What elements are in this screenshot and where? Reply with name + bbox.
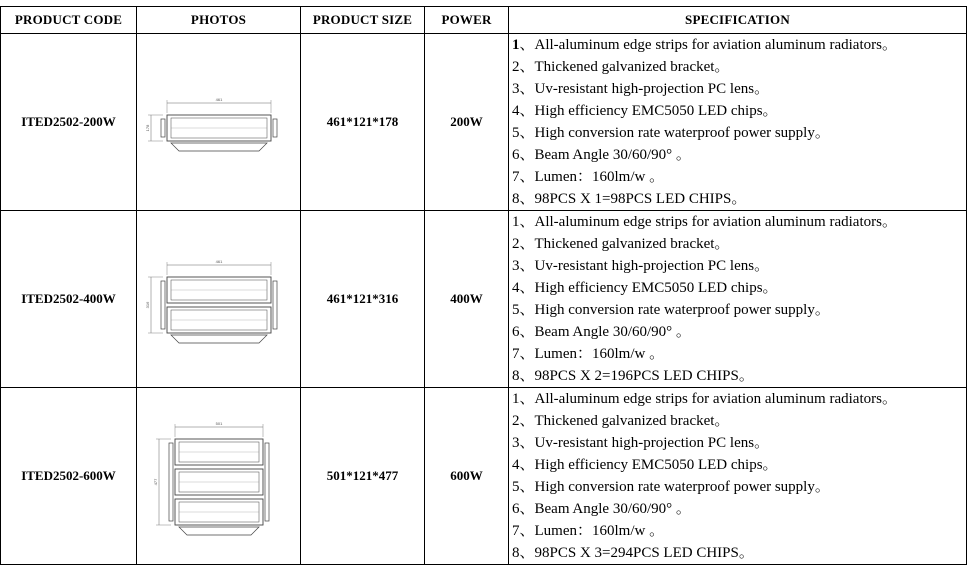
spec-item xyxy=(512,520,966,542)
spec-item-text: 98PCS X 1=98PCS LED CHIPS。 xyxy=(534,191,747,207)
spec-item-number: 6 xyxy=(512,501,520,517)
spec-item-text: All-aluminum edge strips for aviation aluminum radiators。 xyxy=(534,391,897,407)
spec-item-separator: 、 xyxy=(519,169,535,185)
spec-item xyxy=(512,166,966,188)
spec-item xyxy=(512,100,966,122)
power-supply-housing xyxy=(179,527,259,535)
product-size: 501*121*477 xyxy=(301,388,425,565)
spec-item-separator: 、 xyxy=(519,147,535,163)
spec-item-text: Thickened galvanized bracket。 xyxy=(534,236,730,252)
bracket-right xyxy=(265,443,269,521)
spec-item xyxy=(512,56,966,78)
product-size: 461*121*178 xyxy=(301,34,425,211)
spec-item-text: Lumen：160lm/w 。 xyxy=(534,346,665,362)
spec-item-separator: 、 xyxy=(519,37,535,53)
spec-item-separator: 、 xyxy=(519,501,535,517)
spec-item-separator: 、 xyxy=(519,457,535,473)
spec-item xyxy=(512,277,966,299)
spec-item-number: 1 xyxy=(512,37,520,53)
spec-item-number: 5 xyxy=(512,125,520,141)
dimension-width-label: 461 xyxy=(215,97,222,102)
spec-item-number: 5 xyxy=(512,479,520,495)
header-power: POWER xyxy=(425,7,509,34)
bracket-left xyxy=(161,119,165,137)
product-photo xyxy=(137,388,301,565)
spec-item-text: Beam Angle 30/60/90° 。 xyxy=(534,147,691,163)
spec-item xyxy=(512,498,966,520)
spec-item-number: 8 xyxy=(512,368,520,384)
spec-item xyxy=(512,299,966,321)
product-code: ITED2502-600W xyxy=(1,388,137,565)
spec-item-separator: 、 xyxy=(519,346,535,362)
spec-item-separator: 、 xyxy=(519,391,535,407)
spec-item-number: 2 xyxy=(512,413,520,429)
spec-item-text: Lumen：160lm/w 。 xyxy=(534,169,665,185)
spec-item-separator: 、 xyxy=(519,413,535,429)
header-row xyxy=(1,7,967,34)
product-spec-table xyxy=(0,6,967,565)
spec-item-text: High efficiency EMC5050 LED chips。 xyxy=(534,103,778,119)
spec-item-text: Thickened galvanized bracket。 xyxy=(534,413,730,429)
spec-item-text: Uv-resistant high-projection PC lens。 xyxy=(534,81,770,97)
header-photos: PHOTOS xyxy=(137,7,301,34)
spec-item-separator: 、 xyxy=(519,280,535,296)
specification-list xyxy=(509,388,967,565)
spec-item-number: 2 xyxy=(512,236,520,252)
spec-item-text: 98PCS X 3=294PCS LED CHIPS。 xyxy=(534,545,754,561)
spec-item-number: 6 xyxy=(512,324,520,340)
spec-item-separator: 、 xyxy=(519,545,535,561)
spec-item-separator: 、 xyxy=(519,258,535,274)
spec-item-number: 4 xyxy=(512,103,520,119)
spec-item-number: 7 xyxy=(512,346,520,362)
bracket-right xyxy=(273,119,277,137)
header-product-code: PRODUCT CODE xyxy=(1,7,137,34)
spec-item-text: Thickened galvanized bracket。 xyxy=(534,59,730,75)
spec-item-number: 3 xyxy=(512,81,520,97)
spec-item xyxy=(512,34,966,56)
header-specification: SPECIFICATION xyxy=(509,7,967,34)
product-size: 461*121*316 xyxy=(301,211,425,388)
spec-item xyxy=(512,78,966,100)
spec-item xyxy=(512,122,966,144)
table-row xyxy=(1,388,967,565)
spec-item-text: All-aluminum edge strips for aviation aluminum radiators。 xyxy=(534,37,897,53)
spec-item-number: 3 xyxy=(512,258,520,274)
spec-item-number: 2 xyxy=(512,59,520,75)
dimension-height-label: 316 xyxy=(144,301,150,309)
floodlight-drawing-icon xyxy=(144,47,294,197)
spec-item-text: 98PCS X 2=196PCS LED CHIPS。 xyxy=(534,368,754,384)
product-code: ITED2502-400W xyxy=(1,211,137,388)
spec-item xyxy=(512,211,966,233)
spec-item-separator: 、 xyxy=(519,191,535,207)
product-code: ITED2502-200W xyxy=(1,34,137,211)
product-power: 400W xyxy=(425,211,509,388)
bracket-left xyxy=(169,443,173,521)
product-photo xyxy=(137,211,301,388)
dimension-height-label: 477 xyxy=(152,478,158,486)
floodlight-drawing-icon xyxy=(144,401,294,551)
spec-item-separator: 、 xyxy=(519,302,535,318)
spec-item-text: High efficiency EMC5050 LED chips。 xyxy=(534,457,778,473)
spec-item-separator: 、 xyxy=(519,214,535,230)
spec-item xyxy=(512,321,966,343)
spec-item-separator: 、 xyxy=(519,236,535,252)
spec-item xyxy=(512,255,966,277)
table-row xyxy=(1,211,967,388)
spec-item xyxy=(512,476,966,498)
spec-item-text: Beam Angle 30/60/90° 。 xyxy=(534,501,691,517)
power-supply-housing xyxy=(171,143,267,151)
spec-item xyxy=(512,454,966,476)
floodlight-drawing-icon xyxy=(144,224,294,374)
bracket-right xyxy=(273,281,277,329)
spec-item-number: 7 xyxy=(512,169,520,185)
spec-item xyxy=(512,365,966,387)
spec-item xyxy=(512,432,966,454)
spec-item-separator: 、 xyxy=(519,368,535,384)
spec-item-separator: 、 xyxy=(519,103,535,119)
spec-item-text: All-aluminum edge strips for aviation aluminum radiators。 xyxy=(534,214,897,230)
spec-item-number: 8 xyxy=(512,191,520,207)
spec-item xyxy=(512,343,966,365)
spec-item-text: High conversion rate waterproof power supply。 xyxy=(534,302,830,318)
product-power: 600W xyxy=(425,388,509,565)
product-power: 200W xyxy=(425,34,509,211)
spec-item-text: High conversion rate waterproof power supply。 xyxy=(534,125,830,141)
spec-item-number: 4 xyxy=(512,457,520,473)
spec-item xyxy=(512,188,966,210)
specification-list xyxy=(509,34,967,211)
spec-item xyxy=(512,410,966,432)
spec-item-number: 5 xyxy=(512,302,520,318)
spec-item-text: Beam Angle 30/60/90° 。 xyxy=(534,324,691,340)
header-product-size: PRODUCT SIZE xyxy=(301,7,425,34)
spec-item-text: High conversion rate waterproof power supply。 xyxy=(534,479,830,495)
power-supply-housing xyxy=(171,335,267,343)
spec-item-number: 3 xyxy=(512,435,520,451)
spec-item xyxy=(512,542,966,564)
specification-list xyxy=(509,211,967,388)
spec-item-separator: 、 xyxy=(519,523,535,539)
spec-item-separator: 、 xyxy=(519,435,535,451)
spec-item-separator: 、 xyxy=(519,324,535,340)
spec-item-separator: 、 xyxy=(519,81,535,97)
dimension-width-label: 501 xyxy=(215,421,222,426)
spec-item-number: 8 xyxy=(512,545,520,561)
spec-item-separator: 、 xyxy=(519,125,535,141)
spec-item-text: Uv-resistant high-projection PC lens。 xyxy=(534,258,770,274)
spec-item-text: Uv-resistant high-projection PC lens。 xyxy=(534,435,770,451)
spec-item-text: Lumen：160lm/w 。 xyxy=(534,523,665,539)
spec-item xyxy=(512,233,966,255)
spec-item-number: 4 xyxy=(512,280,520,296)
spec-item xyxy=(512,388,966,410)
spec-item-number: 6 xyxy=(512,147,520,163)
product-photo xyxy=(137,34,301,211)
table-row xyxy=(1,34,967,211)
spec-item-number: 7 xyxy=(512,523,520,539)
bracket-left xyxy=(161,281,165,329)
spec-item-separator: 、 xyxy=(519,479,535,495)
spec-item-text: High efficiency EMC5050 LED chips。 xyxy=(534,280,778,296)
spec-item xyxy=(512,144,966,166)
dimension-width-label: 461 xyxy=(215,259,222,264)
spec-item-number: 1 xyxy=(512,391,520,407)
spec-item-separator: 、 xyxy=(519,59,535,75)
dimension-height-label: 178 xyxy=(144,124,150,132)
spec-item-number: 1 xyxy=(512,214,520,230)
